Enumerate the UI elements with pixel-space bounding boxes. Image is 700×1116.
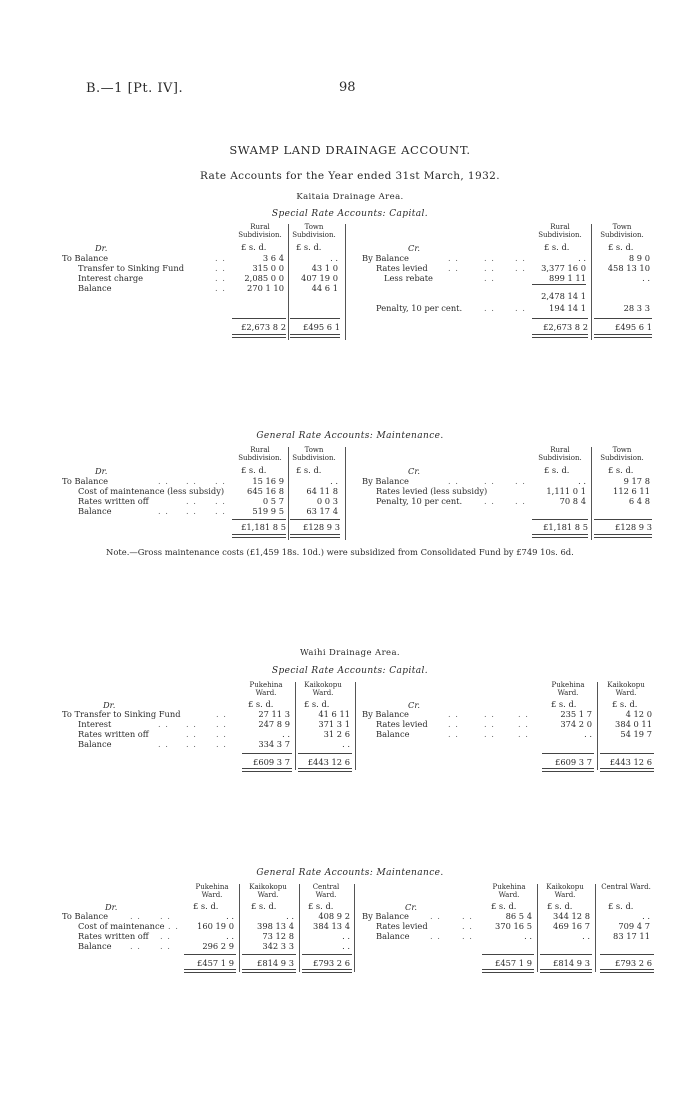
table-cell: 15 16 9 <box>252 476 284 486</box>
waihi-maint-left-col1-header: Pukehina Ward. <box>195 883 229 899</box>
table-cell: . . <box>642 273 650 283</box>
dr-label: Dr. <box>105 902 118 912</box>
table-cell: 384 0 11 <box>615 719 652 729</box>
waihi-maint-right-col3-header: Central Ward. <box>601 883 651 891</box>
table-row-label: Penalty, 10 per cent. <box>376 496 463 506</box>
table-cell: . . <box>342 931 350 941</box>
table-row-label: Balance <box>78 739 112 749</box>
waihi-maint-right-col2-header: Kaikokopu Ward. <box>546 883 584 899</box>
waihi-capital-left-col2-header: Kaikokopu Ward. <box>304 681 342 697</box>
table-cell: 86 5 4 <box>505 911 532 921</box>
dr-label: Dr. <box>95 466 108 476</box>
table-cell: 43 1 0 <box>311 263 338 273</box>
units: £ s. d. <box>544 465 570 475</box>
table-row-label: To Balance <box>62 911 109 921</box>
kaitaia-capital-dr-label: Dr. <box>95 243 108 253</box>
table-row-label: Rates levied <box>376 263 428 273</box>
table-cell: 194 14 1 <box>549 303 586 313</box>
table-total: £495 6 1 <box>615 322 652 332</box>
kaitaia-maint-right-col2-header: Town Subdivision. <box>600 446 644 462</box>
table-row-label: By Balance <box>362 709 409 719</box>
table-total: £443 12 6 <box>307 757 350 767</box>
table-cell: 6 4 8 <box>628 496 650 506</box>
table-cell: 370 16 5 <box>495 921 532 931</box>
table-cell: 344 12 8 <box>553 911 590 921</box>
table-cell: 398 13 4 <box>257 921 294 931</box>
table-cell: 1,111 0 1 <box>546 486 586 496</box>
waihi-capital-right-col1-header: Pukehina Ward. <box>551 681 585 697</box>
table-cell: 73 12 8 <box>262 931 294 941</box>
table-row-label: By Balance <box>362 253 409 263</box>
table-total: £609 3 7 <box>555 757 592 767</box>
kaitaia-maint-right-col1-header: Rural Subdivision. <box>538 446 582 462</box>
cr-label: Cr. <box>408 466 421 476</box>
table-cell: 235 1 7 <box>560 709 592 719</box>
waihi-maint-right-col1-header: Pukehina Ward. <box>492 883 526 899</box>
table-total: £128 9 3 <box>615 522 652 532</box>
units: £ s. d. <box>308 901 334 911</box>
table-cell: . . <box>342 739 350 749</box>
page-title: SWAMP LAND DRAINAGE ACCOUNT. <box>229 143 471 157</box>
page-subtitle: Rate Accounts for the Year ended 31st March, 1932. <box>200 170 500 182</box>
table-row-label: Penalty, 10 per cent. <box>376 303 463 313</box>
units: £ s. d. <box>251 901 277 911</box>
table-cell: 2,478 14 1 <box>541 291 586 301</box>
table-total: £793 2 6 <box>615 958 652 968</box>
table-total: £457 1 9 <box>197 958 234 968</box>
table-row-label: Rates levied <box>376 921 428 931</box>
kaitaia-capital-units: £ s. d. <box>241 242 267 252</box>
units: £ s. d. <box>608 901 634 911</box>
table-total: £128 9 3 <box>303 522 340 532</box>
table-row-label: Rates levied <box>376 719 428 729</box>
waihi-capital-left-col1-header: Pukehina Ward. <box>249 681 283 697</box>
units: £ s. d. <box>612 699 638 709</box>
units: £ s. d. <box>248 699 274 709</box>
table-cell: 0 0 3 <box>316 496 338 506</box>
table-cell: 54 19 7 <box>620 729 652 739</box>
table-cell: 112 6 11 <box>613 486 650 496</box>
document-reference: B.—1 [Pt. IV]. <box>86 81 184 96</box>
page-number: 98 <box>339 80 356 95</box>
table-row-label: Less rebate <box>384 273 433 283</box>
table-cell: 371 3 1 <box>318 719 350 729</box>
table-cell: 8 9 0 <box>628 253 650 263</box>
table-cell: 407 19 0 <box>301 273 338 283</box>
kaitaia-capital-heading: Special Rate Accounts: Capital. <box>271 209 429 219</box>
kaitaia-capital-units: £ s. d. <box>608 242 634 252</box>
waihi-maintenance-heading: General Rate Accounts: Maintenance. <box>256 868 444 878</box>
table-cell: 458 13 10 <box>607 263 650 273</box>
kaitaia-maint-left-col2-header: Town Subdivision. <box>292 446 336 462</box>
units: £ s. d. <box>608 465 634 475</box>
units: £ s. d. <box>296 465 322 475</box>
table-cell: 9 17 8 <box>623 476 650 486</box>
table-cell: 3 6 4 <box>262 253 284 263</box>
kaitaia-capital-right-col1-header: Rural Subdivision. <box>538 223 582 239</box>
cr-label: Cr. <box>408 700 421 710</box>
table-row-label: Rates levied (less subsidy) <box>376 486 488 496</box>
units: £ s. d. <box>547 901 573 911</box>
waihi-capital-right-col2-header: Kaikokopu Ward. <box>607 681 645 697</box>
table-cell: 27 11 3 <box>258 709 290 719</box>
table-cell: . . <box>226 931 234 941</box>
table-cell: 247 8 9 <box>258 719 290 729</box>
kaitaia-capital-units: £ s. d. <box>544 242 570 252</box>
table-row-label: Interest charge <box>78 273 144 283</box>
table-cell: 44 6 1 <box>311 283 338 293</box>
table-cell: . . <box>578 253 586 263</box>
table-total: £457 1 9 <box>495 958 532 968</box>
table-cell: 384 13 4 <box>313 921 350 931</box>
table-cell: 2,085 0 0 <box>244 273 284 283</box>
table-row-label: By Balance <box>362 476 409 486</box>
table-cell: . . <box>282 729 290 739</box>
table-cell: 31 2 6 <box>323 729 350 739</box>
table-cell: 70 8 4 <box>559 496 586 506</box>
dr-label: Dr. <box>103 700 116 710</box>
table-total: £609 3 7 <box>253 757 290 767</box>
table-cell: 28 3 3 <box>623 303 650 313</box>
table-row-label: Balance <box>78 941 112 951</box>
waihi-maint-left-col3-header: Central Ward. <box>312 883 340 899</box>
kaitaia-capital-units: £ s. d. <box>296 242 322 252</box>
kaitaia-capital-right-col2-header: Town Subdivision. <box>600 223 644 239</box>
maintenance-note: Note.—Gross maintenance costs (£1,459 18s. 10d.) were subsidized from Consolidated Fund by £749 10s. 6d. <box>106 547 574 557</box>
table-cell: 899 1 11 <box>549 273 586 283</box>
table-total: £2,673 8 2 <box>241 322 286 332</box>
table-row-label: To Transfer to Sinking Fund <box>62 709 181 719</box>
table-cell: 296 2 9 <box>202 941 234 951</box>
kaitaia-capital-left-col1-header: Rural Subdivision. <box>238 223 282 239</box>
table-cell: 315 0 0 <box>252 263 284 273</box>
table-row-label: To Balance <box>62 253 109 263</box>
table-row-label: Balance <box>78 506 112 516</box>
table-cell: 63 17 4 <box>306 506 338 516</box>
waihi-area-heading: Waihi Drainage Area. <box>299 648 401 658</box>
table-row-label: To Balance <box>62 476 109 486</box>
table-cell: . . <box>584 729 592 739</box>
kaitaia-capital-left-col2-header: Town Subdivision. <box>292 223 336 239</box>
table-cell: 41 6 11 <box>318 709 350 719</box>
units: £ s. d. <box>304 699 330 709</box>
table-row-label: Interest <box>78 719 112 729</box>
table-row-label: Transfer to Sinking Fund <box>78 263 185 273</box>
kaitaia-maint-left-col1-header: Rural Subdivision. <box>238 446 282 462</box>
table-row-label: Cost of maintenance (less subsidy) <box>78 486 225 496</box>
table-cell: 342 3 3 <box>262 941 294 951</box>
table-cell: 64 11 8 <box>306 486 338 496</box>
table-cell: . . <box>582 931 590 941</box>
table-cell: . . <box>226 911 234 921</box>
table-row-label: Rates written off <box>78 729 149 739</box>
table-cell: 334 3 7 <box>258 739 290 749</box>
table-total: £793 2 6 <box>313 958 350 968</box>
table-row-label: Rates written off <box>78 931 149 941</box>
units: £ s. d. <box>551 699 577 709</box>
units: £ s. d. <box>241 465 267 475</box>
table-cell: 374 2 0 <box>560 719 592 729</box>
table-row-label: Balance <box>78 283 112 293</box>
table-cell: . . <box>642 911 650 921</box>
kaitaia-area-heading: Kaitaia Drainage Area. <box>296 192 404 202</box>
table-cell: 469 16 7 <box>553 921 590 931</box>
table-cell: . . <box>578 476 586 486</box>
table-total: £1,181 8 5 <box>543 522 588 532</box>
waihi-capital-heading: Special Rate Accounts: Capital. <box>271 666 429 676</box>
waihi-maint-left-col2-header: Kaikokopu Ward. <box>249 883 287 899</box>
table-cell: . . <box>286 911 294 921</box>
table-total: £495 6 1 <box>303 322 340 332</box>
table-cell: 3,377 16 0 <box>541 263 586 273</box>
table-cell: 270 1 10 <box>247 283 284 293</box>
table-row-label: Balance <box>376 931 410 941</box>
table-row-label: Rates written off <box>78 496 149 506</box>
table-cell: 645 16 8 <box>247 486 284 496</box>
table-cell: . . <box>330 253 338 263</box>
kaitaia-capital-cr-label: Cr. <box>408 243 421 253</box>
table-cell: 408 9 2 <box>318 911 350 921</box>
units: £ s. d. <box>491 901 517 911</box>
table-cell: 519 9 5 <box>252 506 284 516</box>
table-total: £2,673 8 2 <box>543 322 588 332</box>
table-cell: . . <box>524 931 532 941</box>
cr-label: Cr. <box>405 902 418 912</box>
table-cell: 83 17 11 <box>613 931 650 941</box>
table-total: £814 9 3 <box>553 958 590 968</box>
table-total: £443 12 6 <box>609 757 652 767</box>
table-row-label: Cost of maintenance <box>78 921 165 931</box>
units: £ s. d. <box>193 901 219 911</box>
table-cell: 4 12 0 <box>625 709 652 719</box>
kaitaia-maintenance-heading: General Rate Accounts: Maintenance. <box>256 431 444 441</box>
table-row-label: By Balance <box>362 911 409 921</box>
table-total: £1,181 8 5 <box>241 522 286 532</box>
table-row-label: Balance <box>376 729 410 739</box>
table-cell: 0 5 7 <box>262 496 284 506</box>
table-cell: . . <box>330 476 338 486</box>
table-cell: 160 19 0 <box>197 921 234 931</box>
table-cell: . . <box>342 941 350 951</box>
table-total: £814 9 3 <box>257 958 294 968</box>
table-cell: 709 4 7 <box>618 921 650 931</box>
